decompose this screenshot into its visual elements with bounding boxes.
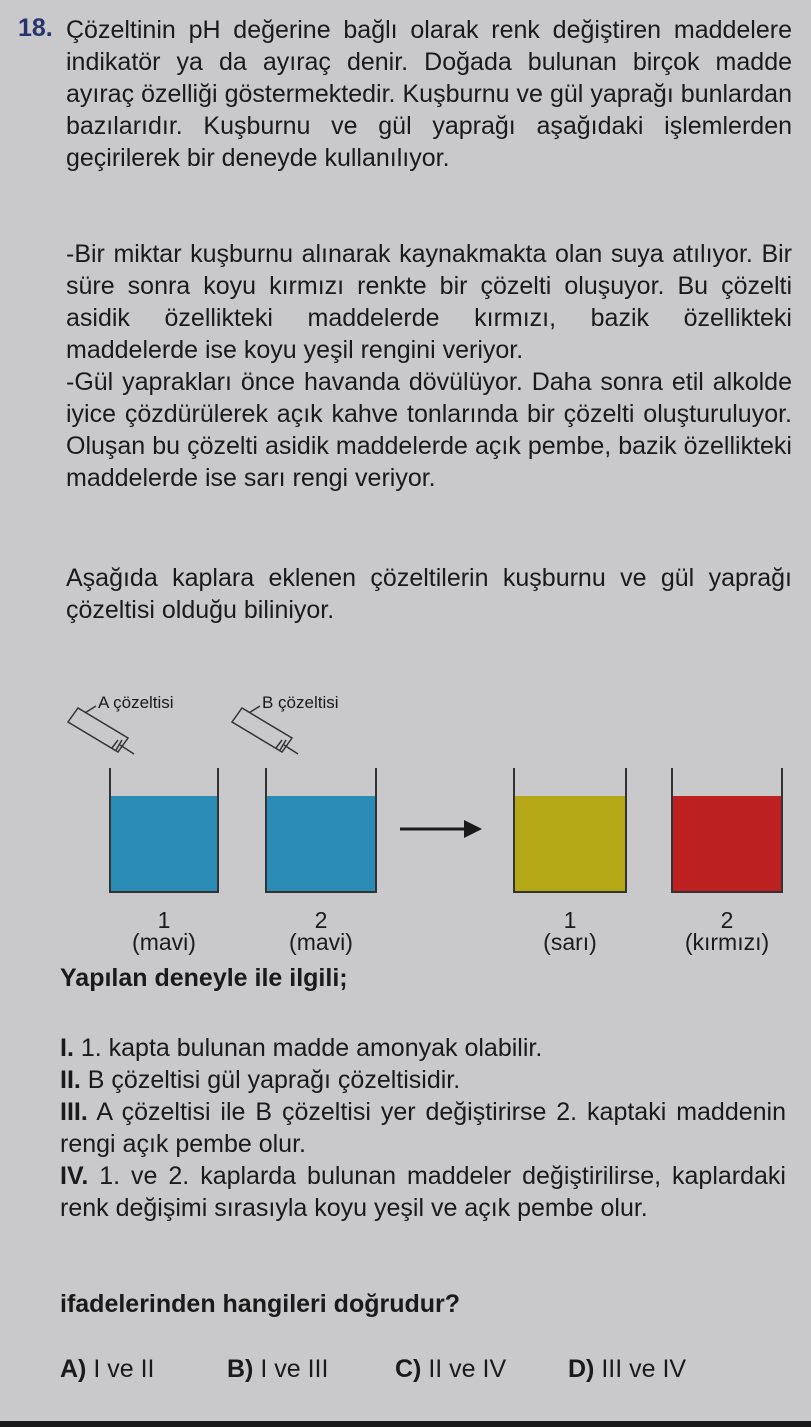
choice-letter: A) — [60, 1355, 87, 1383]
choice-text: I ve II — [93, 1355, 155, 1383]
dropper-a-icon — [68, 706, 134, 754]
prompt: Yapılan deneyle ile ilgili; — [60, 964, 348, 992]
question-ask: ifadelerinden hangileri doğrudur? — [60, 1290, 461, 1318]
choice-a[interactable] — [60, 1355, 154, 1384]
choice-c[interactable] — [395, 1355, 506, 1384]
liquid-2-after — [672, 796, 782, 892]
choice-letter: D) — [568, 1355, 595, 1383]
choice-text: I ve III — [260, 1355, 329, 1383]
statement-roman: III. — [60, 1098, 88, 1126]
statement-roman: II. — [60, 1066, 81, 1094]
container-2-after-number: 2 — [720, 907, 734, 933]
statement-roman: IV. — [60, 1162, 89, 1190]
choice-text: II ve IV — [428, 1355, 507, 1383]
liquid-1-before — [110, 796, 218, 892]
container-2-before-color: (mavi) — [289, 929, 353, 955]
statement-roman: I. — [60, 1034, 74, 1062]
container-1-before-number: 1 — [157, 907, 171, 933]
statement-2 — [60, 1064, 786, 1096]
choice-letter: C) — [395, 1355, 422, 1383]
dropper-b-label: B çözeltisi — [262, 693, 339, 712]
dropper-b-icon — [232, 706, 298, 754]
statement-text: 1. kapta bulunan madde amonyak olabilir. — [80, 1034, 543, 1062]
experiment-diagram — [60, 688, 800, 968]
question-number: 18. — [18, 14, 53, 42]
statement-1 — [60, 1032, 786, 1064]
answer-choices — [60, 1355, 800, 1389]
statement-text: B çözeltisi gül yaprağı çözeltisidir. — [87, 1066, 461, 1094]
container-2-before-number: 2 — [314, 907, 328, 933]
question-note: Aşağıda kaplara eklenen çözeltilerin kuşburnu ve gül yaprağı çözeltisi olduğu biliniyor. — [66, 564, 792, 624]
liquid-2-before — [266, 796, 376, 892]
liquid-1-after — [514, 796, 626, 892]
choice-b[interactable] — [227, 1355, 328, 1384]
statement-4 — [60, 1160, 786, 1224]
statement-text: 1. ve 2. kaplarda bulunan maddeler değiştirilirse, kaplardaki renk değişimi sırasıyla koyu yeşil ve açık pembe olur. — [60, 1162, 786, 1222]
container-2-before — [266, 768, 376, 892]
choice-letter: B) — [227, 1355, 254, 1383]
container-1-after-color: (sarı) — [543, 929, 597, 955]
process-gul: -Gül yaprakları önce havanda dövülüyor. Daha sonra etil alkolde iyice çözdürülerek açık kahve tonlarında bir çözelti oluşturuluyor. Oluşan bu çözelti asidik maddelerde açık pembe, bazik özellikteki maddelerde ise sarı rengi veriyor. — [66, 368, 792, 492]
container-1-before — [110, 768, 218, 892]
dropper-a-label: A çözeltisi — [98, 693, 174, 712]
container-2-after — [672, 768, 782, 892]
choice-d[interactable] — [568, 1355, 686, 1384]
process-kusburnu: -Bir miktar kuşburnu alınarak kaynakmakta olan suya atılıyor. Bir süre sonra koyu kırmızı renkte bir çözelti oluşuyor. Bu çözelti asidik özellikteki maddelerde kırmızı, bazik özellikteki maddelerde ise koyu yeşil rengini veriyor. — [66, 240, 792, 364]
container-1-before-color: (mavi) — [132, 929, 196, 955]
container-1-after-number: 1 — [563, 907, 577, 933]
choice-text: III ve IV — [601, 1355, 687, 1383]
arrow-right-icon — [400, 820, 482, 838]
statement-text: A çözeltisi ile B çözeltisi yer değiştirirse 2. kaptaki maddenin rengi açık pembe olur. — [60, 1098, 786, 1158]
container-1-after — [514, 768, 626, 892]
question-intro: Çözeltinin pH değerine bağlı olarak renk değiştiren maddelere indikatör ya da ayıraç denir. Doğada bulunan birçok madde ayıraç özelliği göstermektedir. Kuşburnu ve gül yaprağı bunlardan bazılarıdır. Kuşburnu ve gül yaprağı aşağıdaki işlemlerden geçirilerek bir deneyde kullanılıyor. — [66, 16, 792, 172]
container-2-after-color: (kırmızı) — [684, 929, 770, 955]
statement-3 — [60, 1096, 786, 1160]
